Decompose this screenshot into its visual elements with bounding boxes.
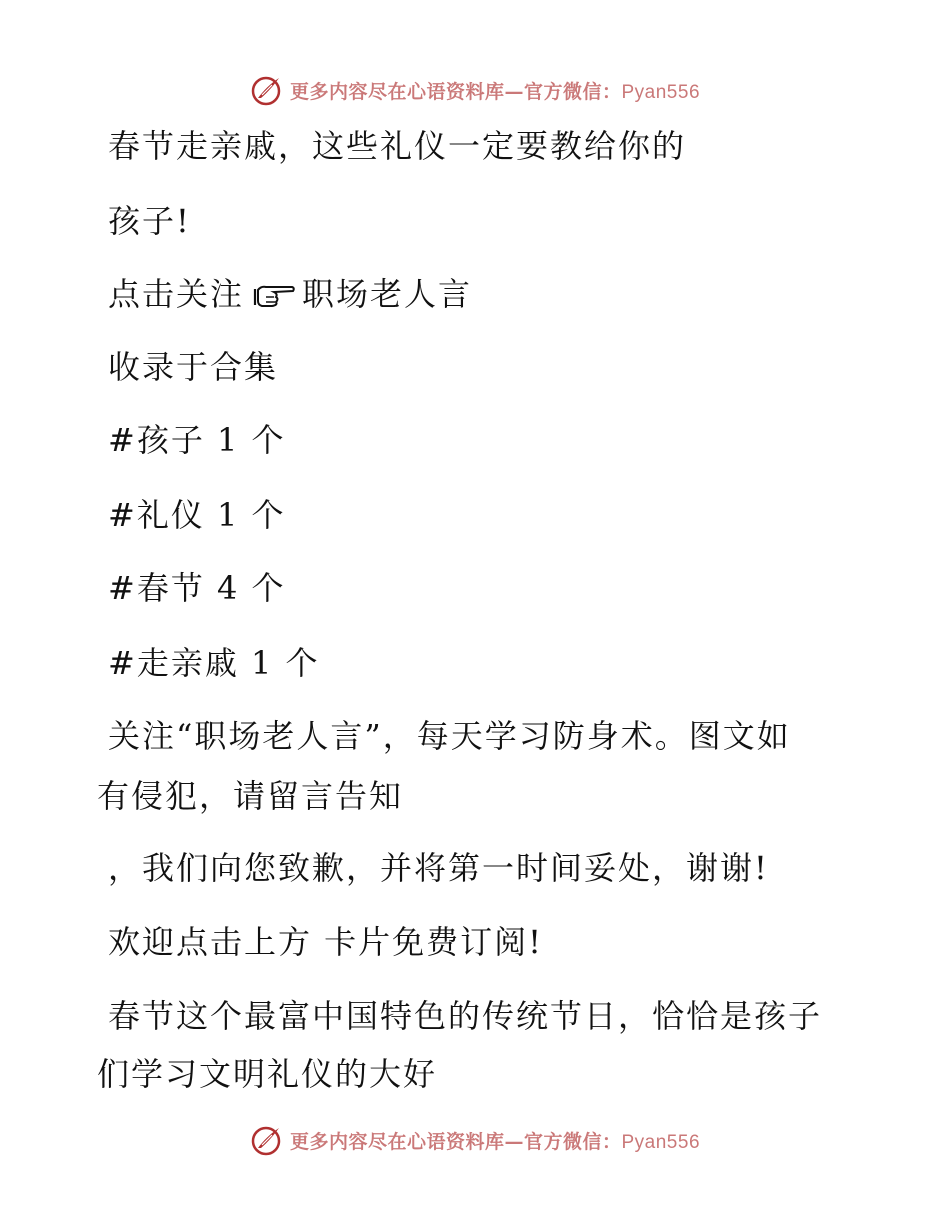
notice-line-2: 有侵犯，请留言告知 [97,777,404,815]
follow-line [108,276,472,312]
collection-label: 收录于合集 [108,348,279,386]
watermark-text [290,1127,700,1154]
follow-account: 职场老人言 [302,275,473,313]
header-watermark [0,70,950,110]
watermark-brand: 更多内容尽在心语资料库—官方微信： [289,1130,622,1153]
tag-item[interactable]: #走亲戚 1 个 [108,644,320,682]
watermark-wechat-id: Pyan556 [621,1131,701,1153]
body-line-1: 春节这个最富中国特色的传统节日，恰恰是孩子 [108,997,823,1035]
tag-item[interactable]: #春节 4 个 [108,569,286,607]
feather-logo-icon [250,1124,282,1156]
notice-line-3: ，我们向您致歉，并将第一时间妥处，谢谢! [108,849,769,887]
tag-item[interactable]: #礼仪 1 个 [108,496,286,534]
subscribe-text: 欢迎点击上方 卡片免费订阅! [108,923,544,961]
watermark-brand: 更多内容尽在心语资料库—官方微信： [289,80,622,103]
tag-item[interactable]: #孩子 1 个 [108,421,286,459]
notice-line-1: 关注“职场老人言”，每天学习防身术。图文如 [108,717,791,755]
watermark-text [290,77,700,104]
pointing-hand-icon [252,279,296,309]
feather-logo-icon [250,74,282,106]
title-line-2: 孩子! [108,202,191,240]
follow-prefix: 点击关注 [108,275,245,313]
footer-watermark [0,1120,950,1160]
watermark-wechat-id: Pyan556 [621,81,701,103]
body-line-2: 们学习文明礼仪的大好 [97,1055,438,1093]
title-line-1: 春节走亲戚，这些礼仪一定要教给你的 [108,127,687,165]
